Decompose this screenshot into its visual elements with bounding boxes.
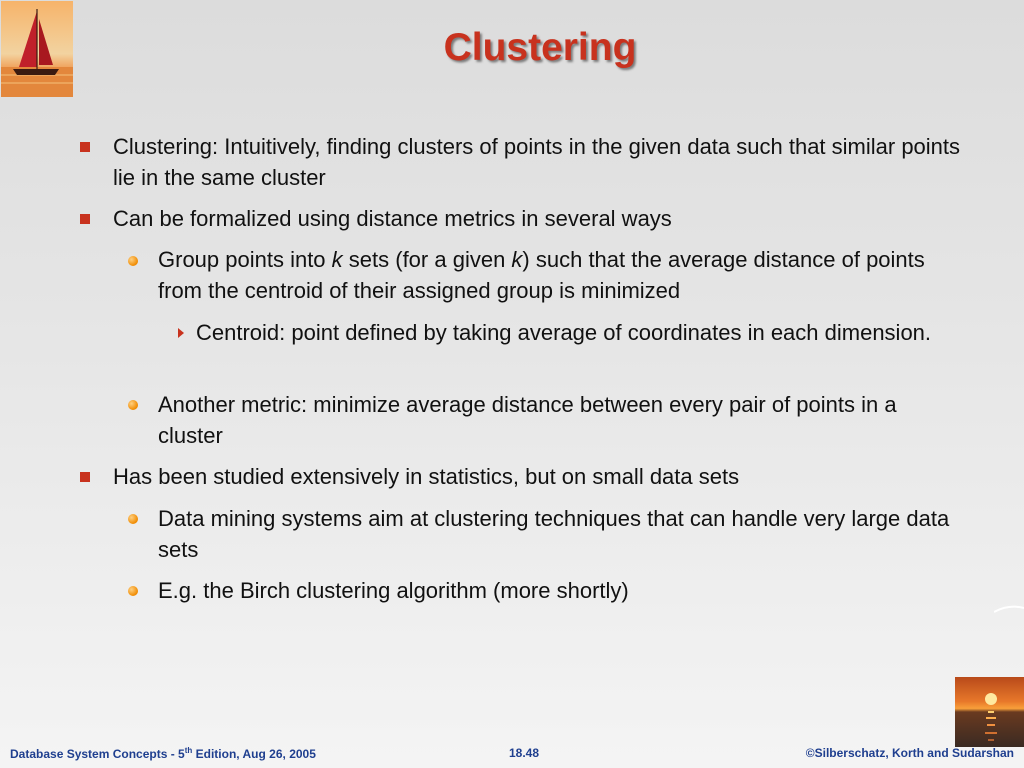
- bullet-distance-metrics: Can be formalized using distance metrics in several ways: [113, 206, 672, 231]
- bullet-birch: E.g. the Birch clustering algorithm (more shortly): [158, 578, 629, 603]
- square-bullet-icon: [80, 472, 90, 482]
- wave-decoration-icon: [994, 604, 1024, 614]
- circle-bullet-icon: [128, 586, 138, 596]
- bullet-clustering-definition: Clustering: Intuitively, finding clusters of points in the given data such that similar points lie in the same cluster: [113, 134, 961, 190]
- bullet-centroid: Centroid: point defined by taking average of coordinates in each dimension.: [196, 320, 932, 345]
- text-group-pre: Group points into: [158, 247, 332, 272]
- var-k: k: [511, 247, 523, 272]
- text-group-post: ) such that the average distance of points from the centroid of their assigned group is minimized: [158, 247, 925, 303]
- circle-bullet-icon: [128, 400, 138, 410]
- footer-slide-number: 18.48: [509, 746, 540, 760]
- var-k: k: [331, 247, 343, 272]
- bullet-group-points: [158, 244, 958, 306]
- footer-left-sup: th: [184, 746, 193, 755]
- bullet-statistics: Has been studied extensively in statistics, but on small data sets: [113, 464, 740, 489]
- footer-copyright: ©Silberschatz, Korth and Sudarshan: [805, 746, 1014, 760]
- footer-left-pre: Database System Concepts - 5: [10, 747, 185, 761]
- slide-title: Clustering: [443, 26, 637, 69]
- circle-bullet-icon: [128, 256, 138, 266]
- footer-left-post: Edition, Aug 26, 2005: [192, 747, 316, 761]
- text-group-mid: sets (for a given: [342, 247, 512, 272]
- square-bullet-icon: [80, 142, 90, 152]
- triangle-bullet-icon: [178, 328, 184, 338]
- square-bullet-icon: [80, 214, 90, 224]
- circle-bullet-icon: [128, 514, 138, 524]
- bullet-another-metric: Another metric: minimize average distance between every pair of points in a cluster: [158, 392, 897, 448]
- footer-book-title: [10, 746, 316, 761]
- sunset-logo-icon: [955, 677, 1024, 747]
- bullet-data-mining: Data mining systems aim at clustering techniques that can handle very large data sets: [158, 506, 950, 562]
